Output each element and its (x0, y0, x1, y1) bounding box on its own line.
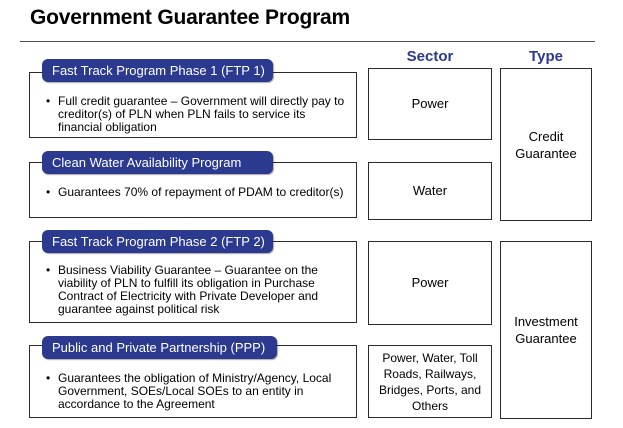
program-label-water: Clean Water Availability Program (42, 151, 273, 174)
type-cell-credit (500, 68, 592, 221)
sector-value: Power (411, 275, 449, 290)
sector-column-header: Sector (406, 48, 454, 65)
program-bullet-ftp1 (46, 95, 346, 134)
program-bullet-text: Business Viability Guarantee – Guarantee on the viability of PLN to fulfill its obligation in Purchase Contract of Electricity with Private Developer and guarantee against political risk (58, 263, 319, 316)
sector-cell-water (368, 162, 492, 220)
program-bullet-text: Full credit guarantee – Government will directly pay to creditor(s) of PLN when PLN fails to service its financial obligation (58, 94, 345, 134)
bullet-icon: • (46, 185, 51, 199)
program-bullet-ppp (46, 372, 346, 411)
sector-cell-ftp1 (368, 68, 492, 140)
type-cell-investment (500, 241, 592, 419)
sector-cell-ppp (368, 345, 492, 418)
program-bullet-water (46, 186, 346, 199)
program-label-ftp2: Fast Track Program Phase 2 (FTP 2) (42, 230, 273, 253)
type-column-header: Type (529, 48, 563, 65)
program-label-ppp: Public and Private Partnership (PPP) (42, 336, 277, 359)
type-value: Credit Guarantee (515, 128, 577, 161)
bullet-icon: • (46, 94, 51, 108)
program-bullet-ftp2 (46, 264, 346, 316)
sector-value: Power, Water, Toll Roads, Railways, Bridges, Ports, and Others (378, 350, 482, 413)
type-value: Investment Guarantee (514, 314, 578, 346)
program-bullet-text: Guarantees 70% of repayment of PDAM to creditor(s) (58, 185, 344, 199)
bullet-icon: • (46, 263, 51, 277)
program-bullet-text: Guarantees the obligation of Ministry/Agency, Local Government, SOEs/Local SOEs to an entity in accordance to the Agreement (58, 371, 332, 411)
page-title: Government Guarantee Program (30, 6, 350, 29)
title-divider (20, 41, 595, 42)
program-label-ftp1: Fast Track Program Phase 1 (FTP 1) (42, 59, 273, 82)
sector-value: Power (411, 96, 449, 111)
sector-value: Water (412, 183, 448, 198)
bullet-icon: • (46, 371, 51, 385)
sector-cell-ftp2 (368, 241, 492, 325)
